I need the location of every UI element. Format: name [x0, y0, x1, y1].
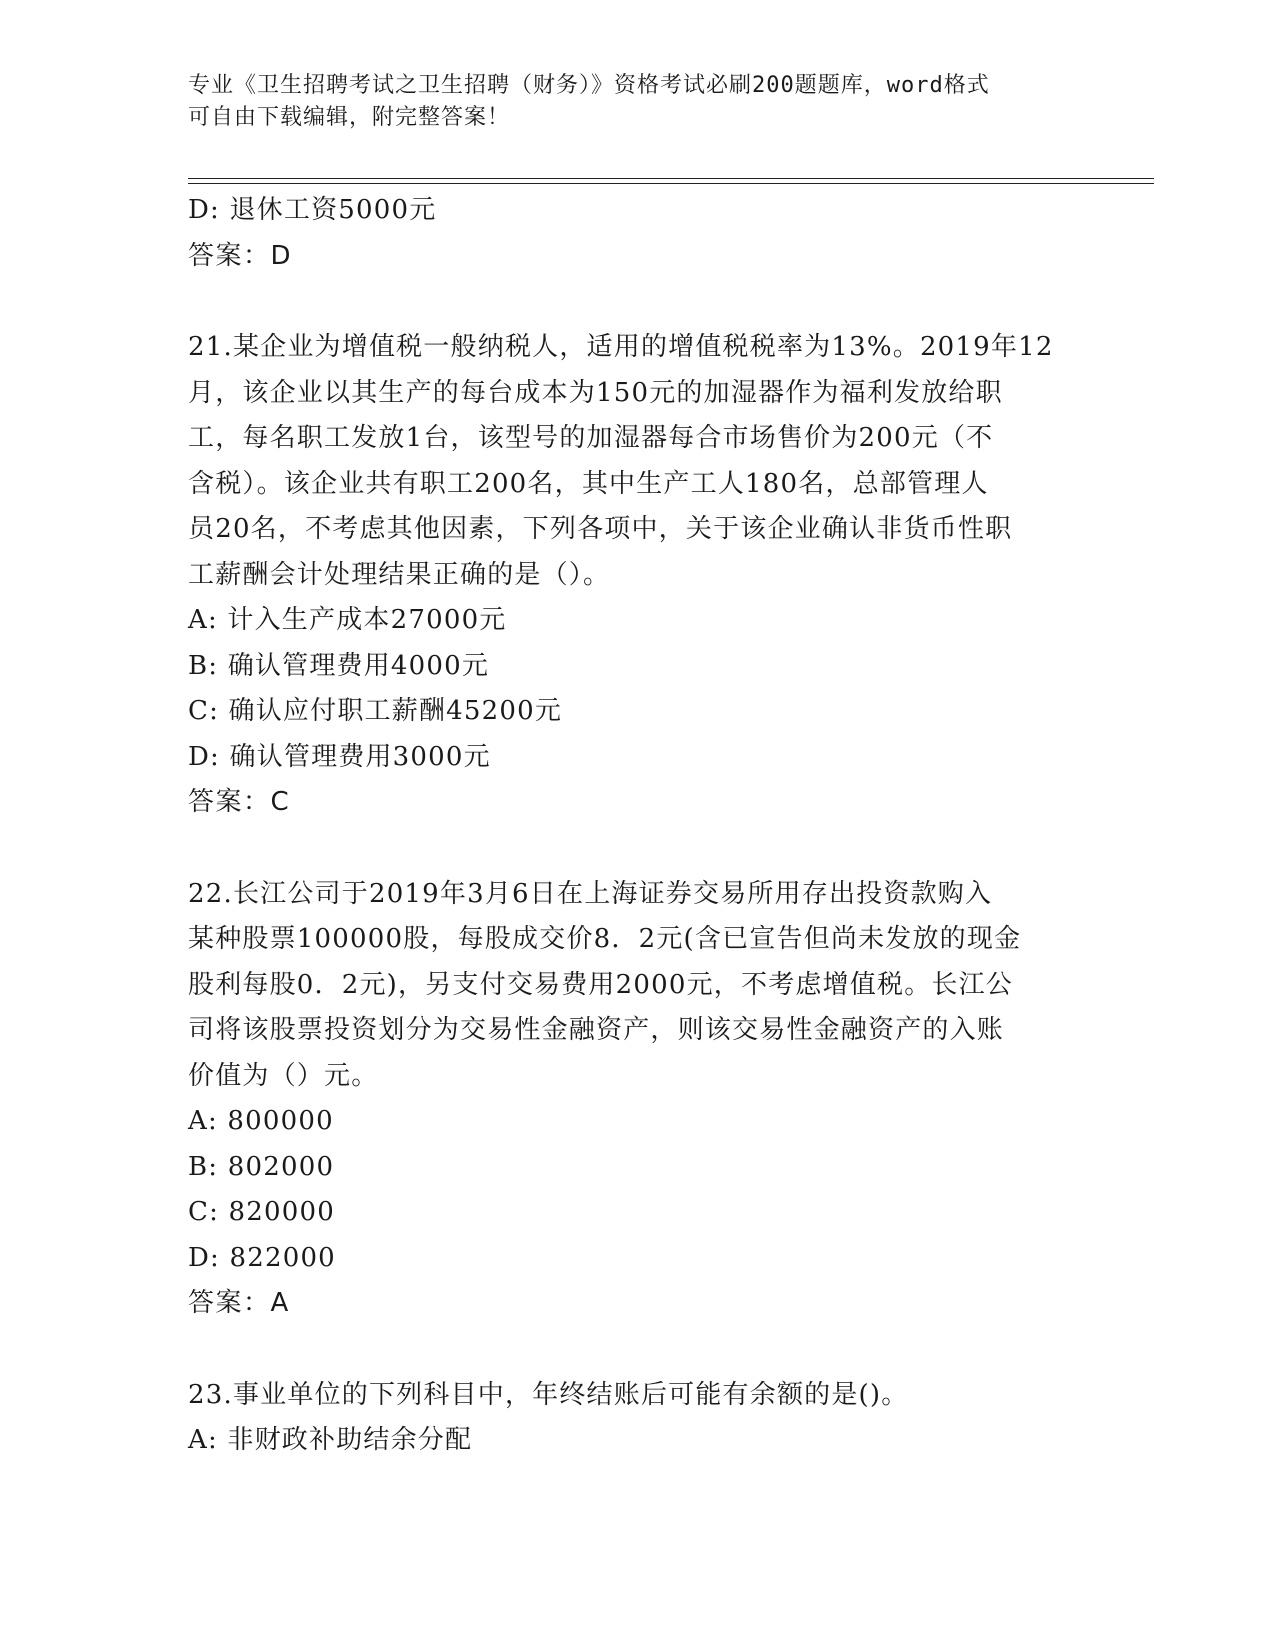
question-text-line: 股利每股0．2元)，另支付交易费用2000元，不考虑增值税。长江公 — [188, 969, 1013, 1000]
answer-label: 答案：A — [188, 1288, 290, 1318]
question-text-line: 价值为（）元。 — [188, 1060, 379, 1091]
question-text-line: 23.事业单位的下列科目中，年终结账后可能有余额的是()。 — [188, 1379, 909, 1410]
question-23 — [188, 1373, 1088, 1464]
question-text-line: 21.某企业为增值税一般纳税人，适用的增值税税率为13%。2019年12 — [188, 332, 1054, 362]
previous-question-tail — [188, 188, 1088, 279]
option-a: A: 计入生产成本27000元 — [188, 605, 507, 635]
option-c: C: 确认应付职工薪酬45200元 — [188, 696, 563, 726]
question-text-line: 员20名，不考虑其他因素，下列各项中，关于该企业确认非货币性职 — [188, 514, 1013, 544]
question-22 — [188, 872, 1088, 1327]
question-text-line: 月，该企业以其生产的每台成本为150元的加湿器作为福利发放给职 — [188, 377, 1003, 408]
option-a: A: 非财政补助结余分配 — [188, 1425, 473, 1455]
header-divider-bottom — [188, 183, 1154, 184]
question-text-line: 含税）。该企业共有职工200名，其中生产工人180名，总部管理人 — [188, 468, 989, 499]
header-line-2: 可自由下载编辑，附完整答案！ — [188, 105, 511, 130]
spacer — [188, 279, 1088, 325]
spacer — [188, 1327, 1088, 1373]
option-a: A: 800000 — [188, 1106, 334, 1136]
option-b: B: 确认管理费用4000元 — [188, 650, 490, 681]
header-line-1: 专业《卫生招聘考试之卫生招聘（财务）》资格考试必刷200题题库，word格式 — [188, 73, 990, 98]
option-c: C: 820000 — [188, 1197, 335, 1227]
option-d: D: 退休工资5000元 — [188, 195, 437, 225]
option-d: D: 确认管理费用3000元 — [188, 741, 491, 772]
question-text-line: 司将该股票投资划分为交易性金融资产，则该交易性金融资产的入账 — [188, 1015, 1005, 1045]
question-text-line: 工薪酬会计处理结果正确的是（）。 — [188, 559, 611, 590]
answer-label: 答案：C — [188, 787, 291, 817]
question-21 — [188, 325, 1088, 826]
document-header — [188, 70, 1088, 134]
question-text-line: 某种股票100000股，每股成交价8．2元(含已宣告但尚未发放的现金 — [188, 924, 1022, 954]
question-text-line: 工，每名职工发放1台，该型号的加湿器每合市场售价为200元（不 — [188, 423, 994, 453]
document-body — [188, 188, 1088, 1464]
header-divider-top — [188, 178, 1154, 179]
option-d: D: 822000 — [188, 1242, 336, 1273]
option-b: B: 802000 — [188, 1151, 335, 1182]
spacer — [188, 826, 1088, 872]
answer-label: 答案：D — [188, 240, 293, 271]
question-text-line: 22.长江公司于2019年3月6日在上海证券交易所用存出投资款购入 — [188, 878, 993, 909]
